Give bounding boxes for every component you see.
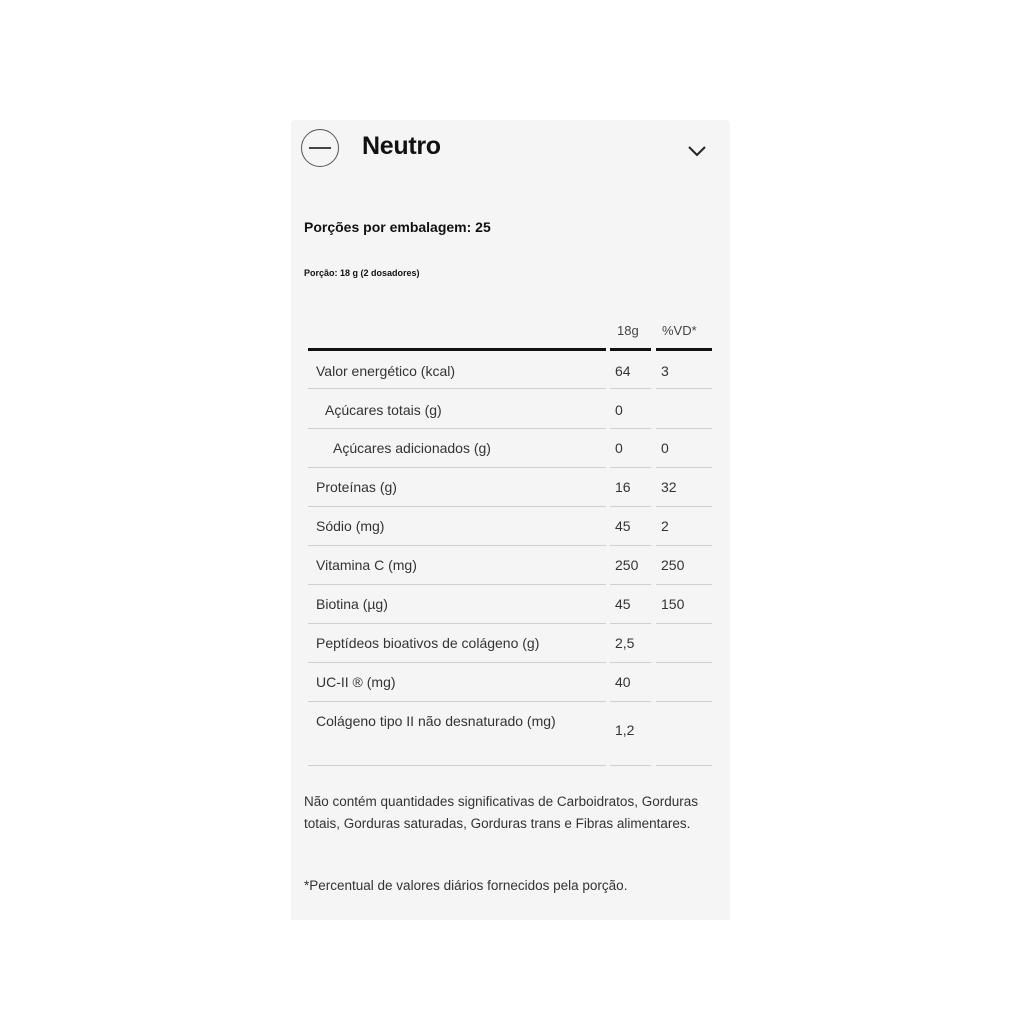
- nutrient-daily-value: 3: [661, 363, 669, 379]
- row-divider: [610, 623, 651, 624]
- row-divider: [308, 388, 606, 389]
- nutrient-amount: 1,2: [615, 722, 635, 738]
- nutrient-name: Biotina (µg): [316, 596, 388, 612]
- row-divider: [610, 765, 651, 766]
- row-divider: [656, 765, 712, 766]
- nutrient-name: Valor energético (kcal): [316, 363, 456, 379]
- servings-per-package: Porções por embalagem: 25: [304, 219, 491, 235]
- nutrient-amount: 2,5: [615, 635, 635, 651]
- row-divider: [308, 545, 606, 546]
- row-divider: [308, 467, 606, 468]
- nutrient-daily-value: 32: [661, 479, 677, 495]
- row-divider: [656, 701, 712, 702]
- row-divider: [610, 467, 651, 468]
- nutrient-daily-value: 0: [661, 440, 669, 456]
- flavor-title: Neutro: [362, 132, 441, 160]
- nutrient-amount: 45: [615, 596, 631, 612]
- nutrient-amount: 64: [615, 363, 631, 379]
- nutrient-amount: 0: [615, 402, 623, 418]
- nutrient-daily-value: 150: [661, 596, 685, 612]
- flavor-header[interactable]: [291, 120, 730, 180]
- nutrient-name: UC-II ® (mg): [316, 674, 396, 690]
- nutrient-name: Colágeno tipo II não desnaturado (mg): [316, 713, 556, 729]
- nutrient-amount: 16: [615, 479, 631, 495]
- row-divider: [610, 662, 651, 663]
- nutrient-name: Proteínas (g): [316, 479, 397, 495]
- row-divider: [308, 662, 606, 663]
- minus-circle-icon[interactable]: [301, 129, 339, 167]
- row-divider: [308, 701, 606, 702]
- row-divider: [308, 765, 606, 766]
- row-divider: [308, 623, 606, 624]
- nutrient-daily-value: 250: [661, 557, 685, 573]
- header-rule-name: [308, 348, 606, 351]
- nutrient-amount: 250: [615, 557, 639, 573]
- column-header-dv: %VD*: [662, 323, 697, 338]
- header-rule-dv: [656, 348, 712, 351]
- row-divider: [656, 428, 712, 429]
- nutrient-name: Açúcares totais (g): [325, 402, 442, 418]
- nutrient-daily-value: 2: [661, 518, 669, 534]
- row-divider: [656, 623, 712, 624]
- nutrient-amount: 45: [615, 518, 631, 534]
- row-divider: [610, 388, 651, 389]
- row-divider: [308, 584, 606, 585]
- nutrient-name: Açúcares adicionados (g): [333, 440, 491, 456]
- column-header-amount: 18g: [617, 323, 639, 338]
- nutrient-name: Vitamina C (mg): [316, 557, 417, 573]
- row-divider: [610, 428, 651, 429]
- row-divider: [610, 506, 651, 507]
- row-divider: [656, 662, 712, 663]
- row-divider: [656, 506, 712, 507]
- row-divider: [656, 388, 712, 389]
- row-divider: [656, 584, 712, 585]
- row-divider: [610, 545, 651, 546]
- row-divider: [656, 467, 712, 468]
- nutrition-card: [291, 120, 730, 920]
- nutrient-name: Peptídeos bioativos de colágeno (g): [316, 635, 540, 651]
- nutrient-amount: 40: [615, 674, 631, 690]
- nutrient-name: Sódio (mg): [316, 518, 385, 534]
- header-rule-amount: [610, 348, 651, 351]
- row-divider: [656, 545, 712, 546]
- chevron-down-icon[interactable]: [686, 144, 708, 158]
- portion-size: Porção: 18 g (2 dosadores): [304, 268, 420, 278]
- row-divider: [308, 506, 606, 507]
- nutrient-amount: 0: [615, 440, 623, 456]
- daily-value-note: *Percentual de valores diários fornecidos pela porção.: [304, 878, 628, 893]
- row-divider: [610, 584, 651, 585]
- row-divider: [308, 428, 606, 429]
- not-significant-note: Não contém quantidades significativas de Carboidratos, Gorduras totais, Gorduras saturadas, Gorduras trans e Fibras alimentares.: [304, 794, 698, 831]
- row-divider: [610, 701, 651, 702]
